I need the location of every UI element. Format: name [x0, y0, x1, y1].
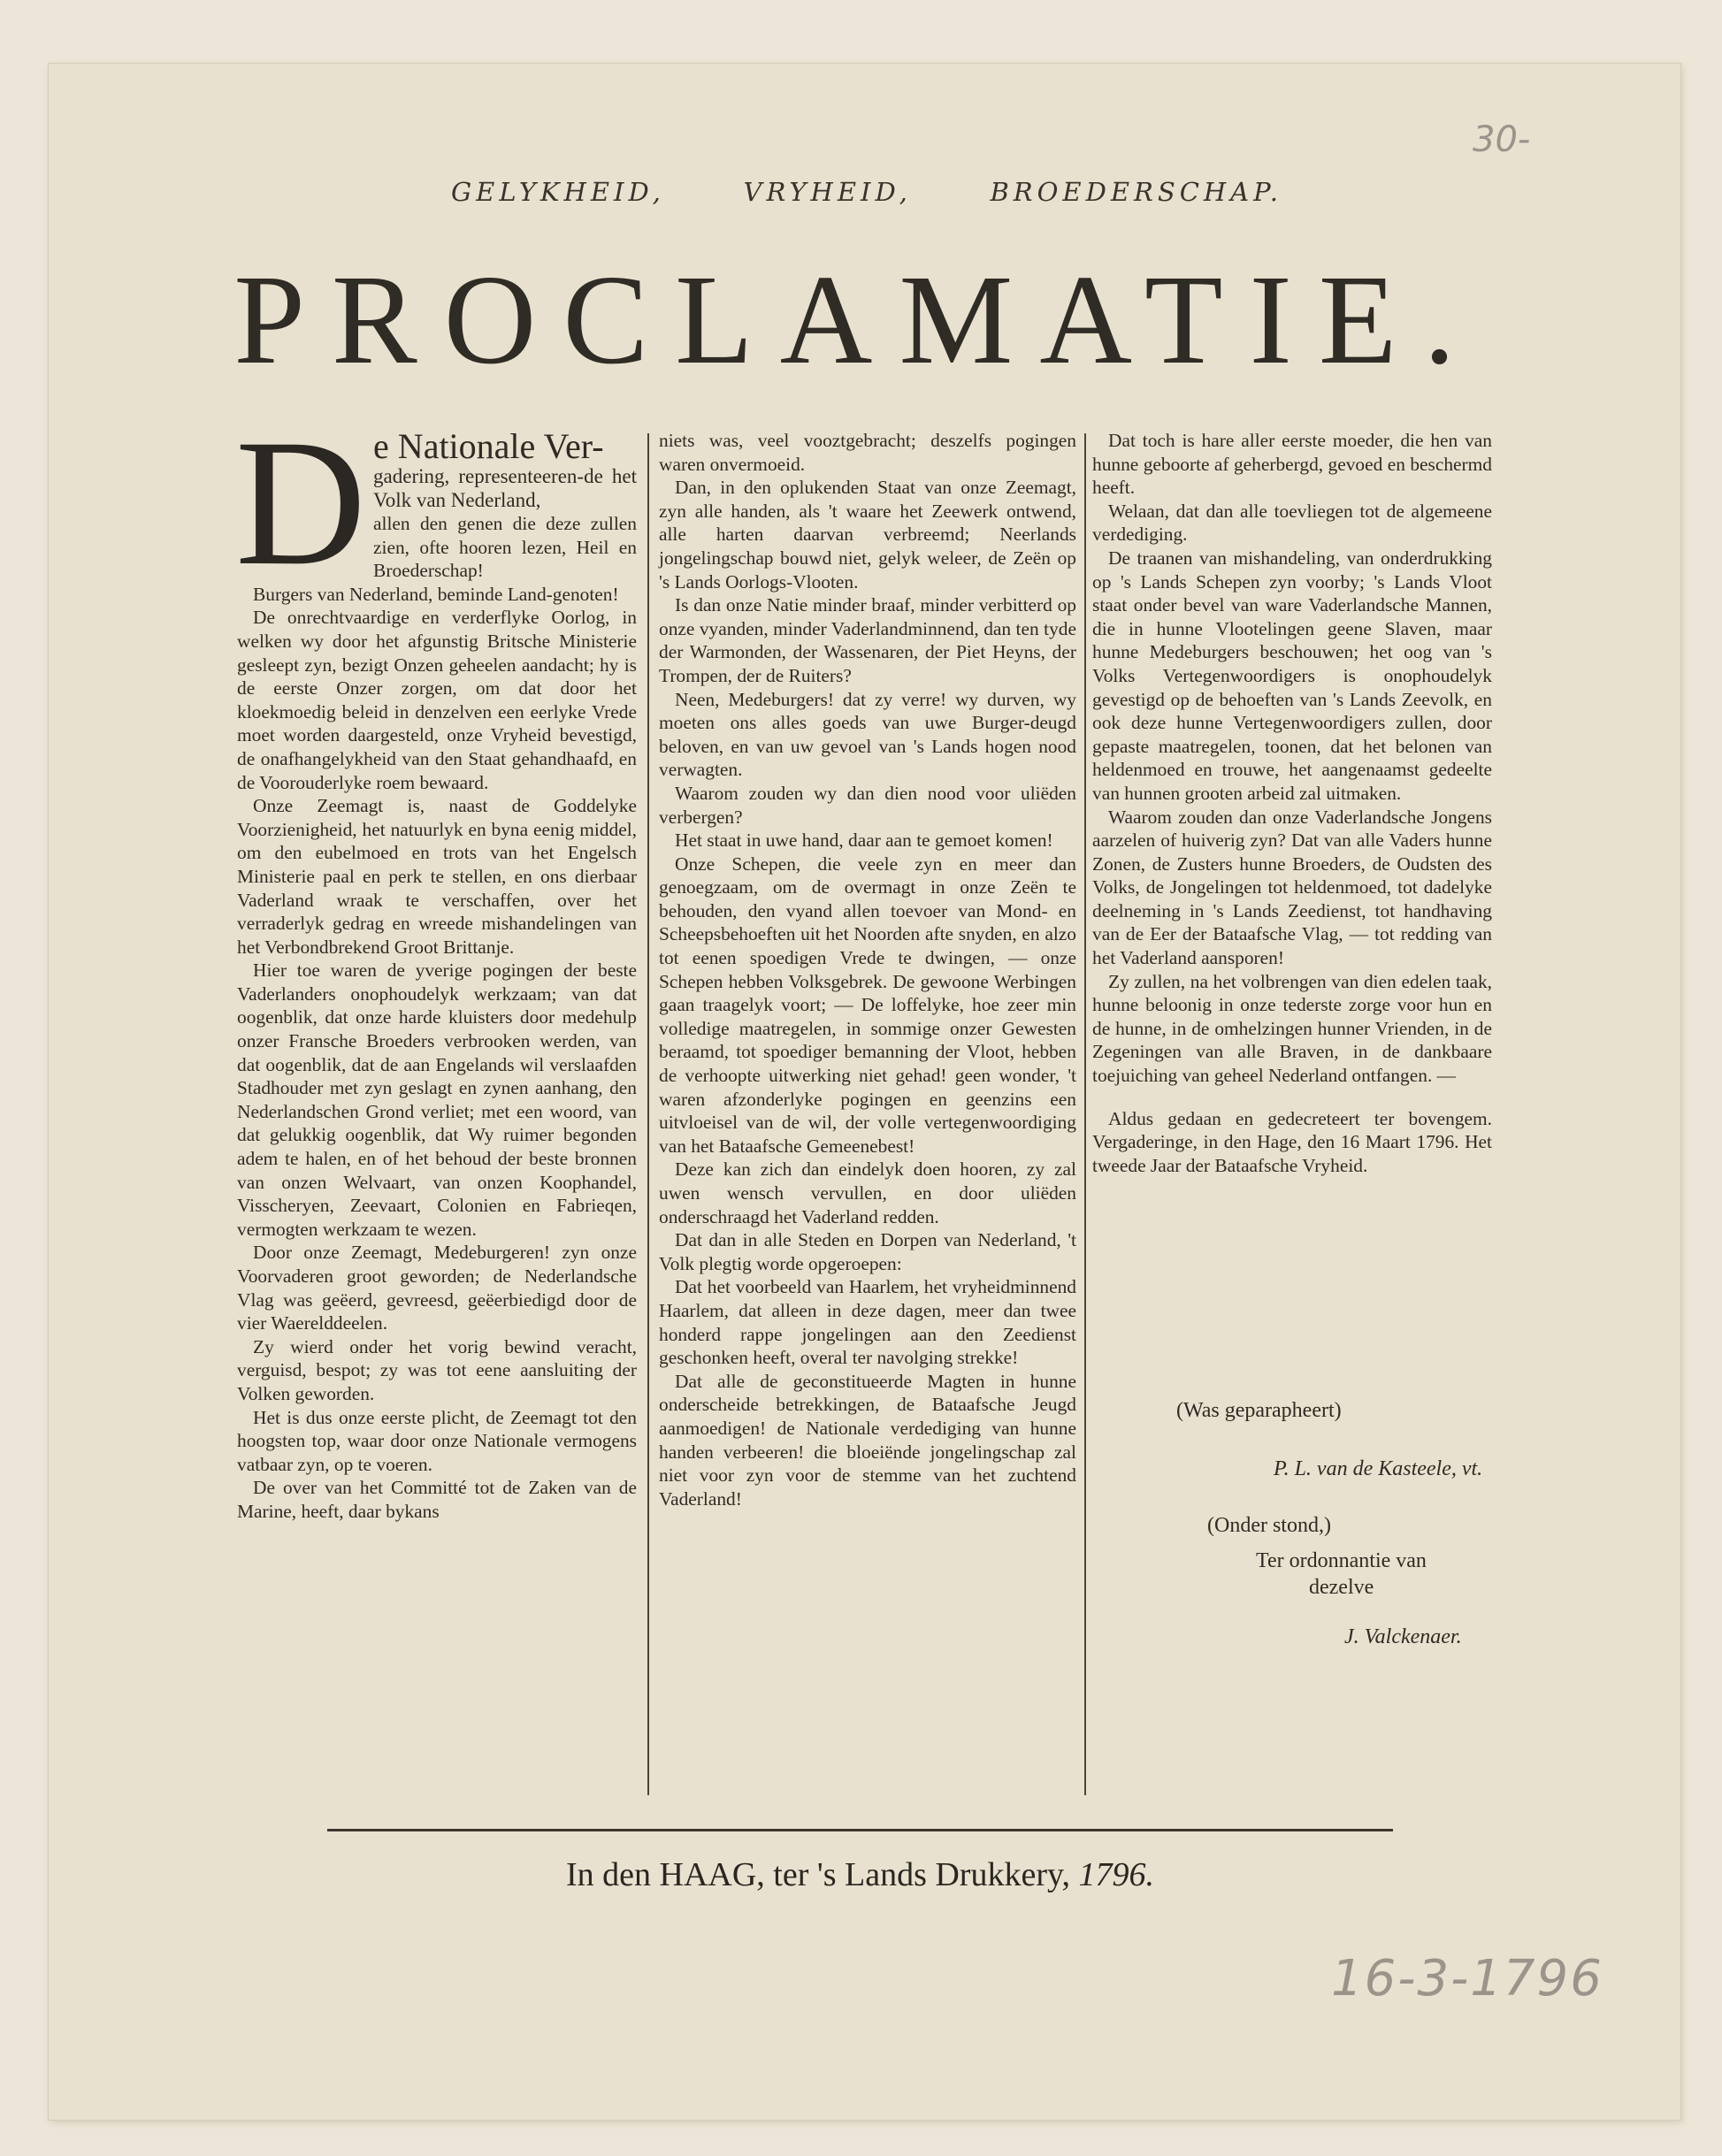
paragraph: Welaan, dat dan alle toevliegen tot de algemeene verdediging. — [1092, 500, 1492, 546]
signature-valckenaer: J. Valckenaer. — [1344, 1625, 1462, 1648]
paragraph: Door onze Zeemagt, Medeburgeren! zyn onze Voorvaderen groot geworden; de Nederlandsche Vlag was geëerd, gevreesd, geëerbiedigd door de vier Waerelddeelen. — [237, 1242, 637, 1334]
paragraph: De over van het Committé tot de Zaken van de Marine, heeft, daar bykans — [237, 1477, 637, 1522]
paragraph: Onze Schepen, die veele zyn en meer dan genoegzaam, om de overmagt in onze Zeën te behouden, den vyand allen toevoer van Mond- en Scheepsbehoeften uit het Noorden afte snyden, en alzo tot eenen spoedigen Vrede te dwingen, — onze Schepen hebben Volksgebrek. De gewoone Werbingen gaan traagelyk voort; — De loffelyke, hoe zeer min volledige maatregelen, in sommige onzer Gewesten beraamd, tot spoediger bemanning der Vloot, hebben de verhoopte uitwerking niet gehad! geen wonder, 't waren afzonderlyke pogingen en geenzins een uitvloeisel van de wil, der volle vertegenwoordiging van het Bataafsche Gemeenebest! — [659, 852, 1076, 1157]
paragraph: Is dan onze Natie minder braaf, minder verbitterd op onze vyanden, minder Vaderlandminnend, dan ten tyde der Warmonden, der Wassenaren, der Piet Heyns, der Trompen, der de Ruiters? — [659, 594, 1076, 686]
paragraph: Neen, Medeburgers! dat zy verre! wy durven, wy moeten ons alles goeds van uwe Burger-deugd beloven, en van uw gevoel van 's Lands hogen nood verwagten. — [659, 688, 1076, 781]
lead-line: e Nationale Ver- — [373, 426, 604, 466]
paragraph: Dat dan in alle Steden en Dorpen van Nederland, 't Volk plegtig worde opgeroepen: — [659, 1229, 1076, 1274]
paragraph: Het staat in uwe hand, daar aan te gemoet komen! — [675, 830, 1053, 852]
imprint-year: 1796. — [1078, 1856, 1155, 1893]
drop-cap: D — [235, 402, 367, 603]
paragraph: allen den genen die deze zullen zien, ofte hooren lezen, Heil en Broederschap! — [373, 513, 637, 582]
motto-word: BROEDERSCHAP. — [990, 177, 1282, 207]
paraph-note: (Was geparapheert) — [1176, 1399, 1342, 1422]
signature-kasteele: P. L. van de Kasteele, vt. — [1274, 1457, 1483, 1480]
motto-word: VRYHEID, — [743, 177, 912, 207]
document-title: PROCLAMATIE. — [233, 249, 1482, 391]
pencil-date-note: 16-3-1796 — [1331, 1950, 1603, 2007]
paragraph: Zy zullen, na het volbrengen van dien edelen taak, hunne beloonig in onze tederste zorge voor hun en de hunne, in de omhelzingen hunner Vrienden, in de Zegeningen van alle Braven, in de dankbaare toejuiching van geheel Nederland ontfangen. — — [1092, 970, 1492, 1087]
paragraph: Waarom zouden wy dan dien nood voor uliëden verbergen? — [659, 782, 1076, 828]
imprint — [327, 1855, 1393, 1894]
ordonnantie-line: Ter ordonnantie van — [1256, 1549, 1427, 1572]
text-column-2 — [659, 429, 1076, 1510]
paragraph: Waarom zouden dan onze Vaderlandsche Jongens aarzelen of huiverig zyn? Dat van alle Vaders hunne Zonen, de Zusters hunne Broeders, de Oudsten des Volks, de Jongelingen tot heldenmoed, tot dadelyke deelneming in 's Lands Zeedienst, tot handhaving van de Eer der Bataafsche Vlag, — tot redding van het Vaderland aansporen! — [1092, 806, 1492, 969]
paragraph: Zy wierd onder het vorig bewind veracht, verguisd, bespot; zy was tot eene aansluiting der Volken geworden. — [237, 1335, 637, 1404]
ordonnantie-line: dezelve — [1309, 1576, 1374, 1599]
imprint-rule — [327, 1829, 1393, 1831]
paragraph: Hier toe waren de yverige pogingen der beste Vaderlanders onophoudelyk werkzaam; van dat oogenblik, dat onze harde kluisters door medehulp onzer Fransche Broeders verbrooken werden, van dat oogenblik, dat de aan Engelands wil verslaafden Stadhouder met zyn geslagt en zynen aanhang, den Nederlandschen Grond verliet; met een woord, van dat gelukkig oogenblik, dat Wy ruimer begonden adem te halen, en of het behoud der beste bronnen van onzen Welvaart, van onzen Koophandel, Visscheryen, Zeevaart, Colonien en Fabrieqen, vermogten werkzaam te wezen. — [237, 959, 637, 1240]
motto-word: GELYKHEID, — [451, 177, 665, 207]
paragraph: De onrechtvaardige en verderflyke Oorlog, in welken wy door het afgunstig Britsche Ministerie gesleept zyn, bezigt Onzen geheelen aandacht; hy is de eerste Onzer zorgen, om dat door het kloekmoedig beleid in denzelven een eerlyke Vrede moet worden daargesteld, onze Vryheid bevestigd, de onafhangelykheid van den Staat gehandhaafd, en de Voorouderlyke roem bewaard. — [237, 607, 637, 793]
text-column-1 — [235, 402, 637, 1524]
column-divider — [647, 433, 649, 1795]
paragraph: Burgers van Nederland, beminde Land-genoten! — [253, 583, 619, 605]
paragraph: Dan, in den oplukenden Staat van onze Zeemagt, zyn alle handen, als 't waare het Zeewerk ontwend, alle harten daarvan verbreemd; Neerlands jongelingschap bouwd niet, gelyk weleer, de Zeën op 's Lands Oorlogs-Vlooten. — [659, 477, 1076, 593]
decree-date-paragraph: Aldus gedaan en gedecreteert ter bovengem. Vergaderinge, in den Hage, den 16 Maart 1796. Het tweede Jaar der Bataafsche Vryheid. — [1092, 1107, 1492, 1176]
paragraph: niets was, veel vooztgebracht; deszelfs pogingen waren onvermoeid. — [659, 430, 1076, 475]
paragraph: Dat het voorbeeld van Haarlem, het vryheidminnend Haarlem, dat alleen in deze dagen, meer dan twee honderd rappe jongelingen aan den Zeedienst geschonken heeft, overal ter navolging strekke! — [659, 1276, 1076, 1369]
text-column-3 — [1092, 429, 1492, 1177]
imprint-mid: ter — [773, 1856, 809, 1893]
imprint-pre: In den — [565, 1856, 651, 1893]
motto — [451, 177, 1282, 207]
paragraph: De traanen van mishandeling, van onderdrukking op 's Lands Schepen zyn voorby; 's Lands Vloot staat onder bevel van ware Vaderlandsche Mannen, die in hunne Vlootelingen geene Slaven, maar hunne Medeburgers beschouwen; het oog van 's Volks Vertegenwoordigers is onophoudelyk gevestigd op de behoeften van 's Lands Zeevolk, en ook deze hunne Vertegenwoordigers zullen, door gepaste maatregelen, toonen, dat het belonen van heldenmoed en trouwe, het aangenaamst gedeelte van hunnen grooten arbeid zal uitmaken. — [1092, 547, 1492, 804]
lead-line: gadering, representeeren-de het Volk van Nederland, — [373, 465, 637, 511]
imprint-printer: 's Lands Drukkery, — [816, 1856, 1071, 1893]
paragraph: Deze kan zich dan eindelyk doen hooren, zy zal uwen wensch vervullen, en door uliëden onderschraagd het Vaderland redden. — [659, 1158, 1076, 1227]
paragraph: Dat alle de geconstitueerde Magten in hunne onderscheide betrekkingen, de Bataafsche Jeugd aanmoedigen! de Nationale verdediging van hunne handen verbeeren! die bloeiënde jongelingschap zal niet voor zyn voor de stemme van het zuchtend Vaderland! — [659, 1370, 1076, 1510]
paragraph: Onze Zeemagt is, naast de Goddelyke Voorzienigheid, het natuurlyk en byna eenig middel, om den eubelmoed en trots van het Engelsch Ministerie paal en perk te stellen, en ons dierbaar Vaderland wraak te verschaffen, over het verraderlyk gedrag en wreede mishandelingen van het Verbondbrekend Groot Brittanje. — [237, 795, 637, 958]
onder-stond-note: (Onder stond,) — [1207, 1514, 1331, 1537]
column-divider — [1084, 433, 1086, 1795]
pencil-inventory-number: 30- — [1473, 119, 1531, 160]
paragraph: Dat toch is hare aller eerste moeder, die hen van hunne geboorte af geherbergd, gevoed en beschermd heeft. — [1092, 430, 1492, 499]
imprint-city: HAAG, — [659, 1856, 765, 1893]
paragraph: Het is dus onze eerste plicht, de Zeemagt tot den hoogsten top, waar door onze Nationale vermogens vatbaar zyn, op te voeren. — [237, 1406, 637, 1475]
